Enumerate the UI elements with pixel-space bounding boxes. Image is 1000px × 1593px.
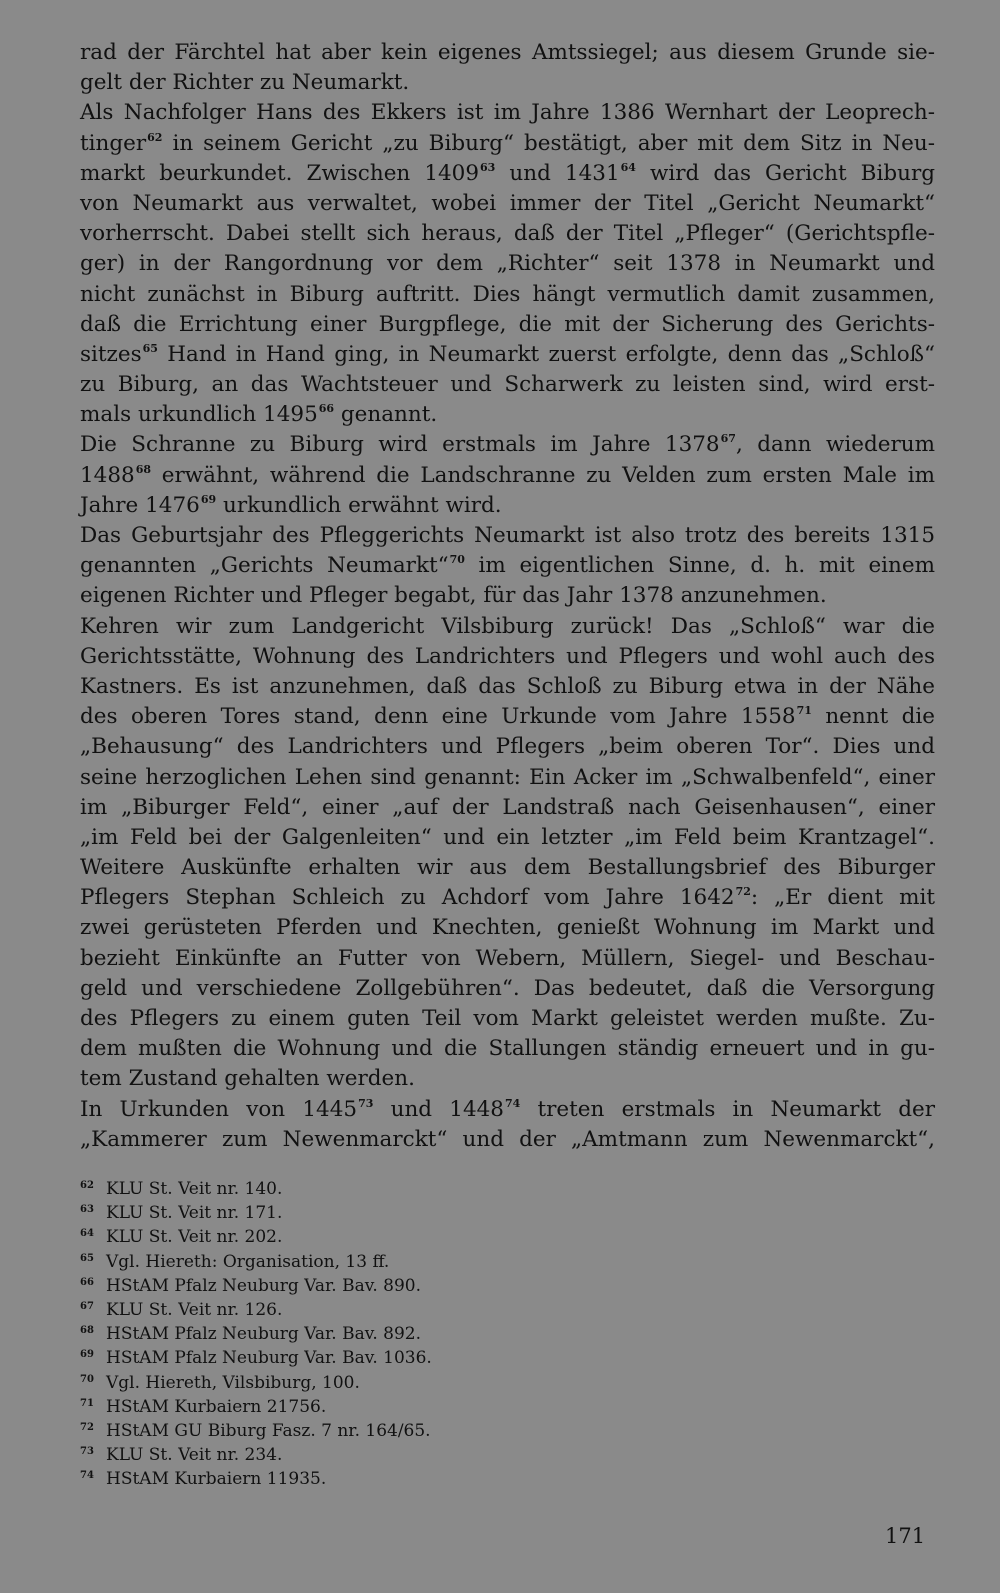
footnote-text: KLU St. Veit nr. 202. (106, 1227, 283, 1248)
text-line (80, 461, 935, 491)
text-line (80, 763, 935, 793)
footnote: 62 KLU St. Veit nr. 140. (80, 1179, 283, 1199)
footnote-text: KLU St. Veit nr. 171. (106, 1203, 283, 1224)
page-number: 171 (885, 1524, 926, 1548)
text-line (80, 974, 935, 1004)
text-segment: „Kammerer zum Newenmarckt“ und der „Amtmann zum Newenmarckt“, (80, 1126, 935, 1152)
text-segment: eigenen Richter und Pfleger begabt, für das Jahr 1378 anzunehmen. (80, 583, 827, 609)
text-segment: Als Nachfolger Hans des Ekkers ist im Jahre 1386 Wernhart der Leoprech- (80, 100, 935, 126)
text-line (80, 491, 935, 521)
text-line (80, 1095, 935, 1125)
footnote-text: HStAM Pfalz Neuburg Var. Bav. 892. (106, 1324, 421, 1345)
footnote-ref: 65 (142, 341, 158, 355)
text-segment: und 1448 (373, 1096, 504, 1122)
text-segment: Jahre 1476 (80, 492, 200, 518)
footnote: 72 HStAM GU Biburg Fasz. 7 nr. 164/65. (80, 1421, 431, 1442)
text-line (80, 68, 935, 98)
text-segment: markt beurkundet. Zwischen 1409 (80, 160, 480, 186)
text-line (80, 793, 935, 823)
text-line (80, 310, 935, 340)
text-line (80, 581, 935, 611)
text-segment: genannten „Gerichts Neumarkt“ (80, 553, 449, 579)
text-segment: vorherrscht. Dabei stellt sich heraus, daß der Titel „Pfleger“ (Gerichtspfle- (80, 221, 935, 247)
text-segment: nennt die (811, 704, 936, 730)
text-line (80, 612, 935, 642)
text-line (80, 944, 935, 974)
footnote-text: HStAM GU Biburg Fasz. 7 nr. 164/65. (106, 1421, 431, 1442)
footnote-ref: 69 (200, 492, 217, 506)
page-content (80, 38, 935, 1155)
text-segment: seine herzoglichen Lehen sind genannt: Ein Acker im „Schwalbenfeld“, einer (80, 764, 935, 790)
text-line (80, 883, 935, 913)
text-line (80, 249, 935, 279)
text-segment: , dann wiederum (735, 432, 935, 458)
footnote-text: KLU St. Veit nr. 126. (106, 1300, 283, 1321)
text-segment: in seinem Gericht „zu Biburg“ bestätigt, aber mit dem Sitz in Neu- (162, 130, 935, 156)
footnote-text: HStAM Kurbaiern 21756. (106, 1396, 327, 1417)
text-line (80, 1064, 935, 1094)
text-segment: tinger (80, 130, 147, 156)
text-line (80, 129, 935, 159)
text-segment: geld und verschiedene Zollgebühren“. Das bedeutet, daß die Versorgung (80, 975, 935, 1001)
footnote: 74 HStAM Kurbaiern 11935. (80, 1469, 327, 1490)
footnotes (80, 1177, 680, 1492)
text-segment: treten erstmals in Neumarkt der (520, 1096, 935, 1122)
text-segment: daß die Errichtung einer Burgpflege, die mit der Sicherung des Gerichts- (80, 311, 935, 337)
footnote-ref: 70 (449, 553, 465, 567)
footnote-ref: 74 (504, 1096, 521, 1110)
text-line (80, 98, 935, 128)
text-segment: bezieht Einkünfte an Futter von Webern, Müllern, Siegel- und Beschau- (80, 945, 935, 971)
text-segment: Kastners. Es ist anzunehmen, daß das Schloß zu Biburg etwa in der Nähe (80, 673, 935, 699)
footnote: 67 KLU St. Veit nr. 126. (80, 1300, 283, 1321)
text-segment: 1488 (80, 462, 135, 488)
footnote-ref: 63 (480, 160, 496, 174)
footnote-ref: 71 (796, 704, 812, 718)
footnote: 68 HStAM Pfalz Neuburg Var. Bav. 892. (80, 1324, 421, 1345)
body-text (80, 38, 935, 1155)
text-segment: Pflegers Stephan Schleich zu Achdorf vom Jahre 1642 (80, 885, 735, 911)
text-segment: Die Schranne zu Biburg wird erstmals im Jahre 1378 (80, 432, 720, 458)
text-segment: mals urkundlich 1495 (80, 402, 318, 428)
text-segment: erwähnt, während die Landschranne zu Velden zum ersten Male im (151, 462, 935, 488)
text-line (80, 280, 935, 310)
text-line (80, 430, 935, 460)
text-segment: tem Zustand gehalten werden. (80, 1066, 415, 1092)
text-line (80, 913, 935, 943)
text-line (80, 551, 935, 581)
text-segment: Weitere Auskünfte erhalten wir aus dem Bestallungsbrief des Biburger (80, 855, 935, 881)
text-line (80, 642, 935, 672)
text-line (80, 38, 935, 68)
text-line (80, 853, 935, 883)
footnote: 69 HStAM Pfalz Neuburg Var. Bav. 1036. (80, 1348, 432, 1369)
text-segment: In Urkunden von 1445 (80, 1096, 358, 1122)
footnote-text: Vgl. Hiereth, Vilsbiburg, 100. (106, 1372, 360, 1393)
text-segment: wird das Gericht Biburg (635, 160, 935, 186)
text-line (80, 702, 935, 732)
text-segment: „im Feld bei der Galgenleiten“ und ein letzter „im Feld beim Krantzagel“. (80, 824, 935, 850)
text-line (80, 400, 935, 430)
text-segment: Hand in Hand ging, in Neumarkt zuerst erfolgte, denn das „Schloß“ (157, 341, 935, 367)
footnote: 73 KLU St. Veit nr. 234. (80, 1445, 283, 1466)
text-segment: dem mußten die Wohnung und die Stallungen ständig erneuert und in gu- (80, 1036, 935, 1062)
text-segment: im „Biburger Feld“, einer „auf der Landstraß nach Geisenhausen“, einer (80, 794, 935, 820)
text-segment: gelt der Richter zu Neumarkt. (80, 70, 410, 96)
text-line (80, 672, 935, 702)
footnote-text: KLU St. Veit nr. 140. (106, 1179, 283, 1199)
footnote: 66 HStAM Pfalz Neuburg Var. Bav. 890. (80, 1275, 421, 1296)
footnote-text: HStAM Pfalz Neuburg Var. Bav. 1036. (106, 1348, 432, 1369)
footnote-ref: 68 (135, 462, 152, 476)
text-line (80, 340, 935, 370)
text-line (80, 823, 935, 853)
text-segment: im eigentlichen Sinne, d. h. mit einem (464, 553, 935, 579)
footnote: 71 HStAM Kurbaiern 21756. (80, 1396, 327, 1417)
text-segment: urkundlich erwähnt wird. (216, 492, 502, 518)
footnote: 64 KLU St. Veit nr. 202. (80, 1227, 283, 1248)
footnote: 65 Vgl. Hiereth: Organisation, 13 ff. (80, 1251, 390, 1272)
text-segment: des Pflegers zu einem guten Teil vom Markt geleistet werden mußte. Zu- (80, 1006, 935, 1031)
footnote-text: KLU St. Veit nr. 234. (106, 1445, 283, 1466)
text-line (80, 521, 935, 551)
footnote-ref: 66 (318, 402, 335, 416)
text-segment: zu Biburg, an das Wachtsteuer und Scharwerk zu leisten sind, wird erst- (80, 372, 935, 398)
text-segment: von Neumarkt aus verwaltet, wobei immer der Titel „Gericht Neumarkt“ (80, 190, 935, 216)
text-segment: zwei gerüsteten Pferden und Knechten, genießt Wohnung im Markt und (80, 915, 935, 941)
text-segment: Gerichtsstätte, Wohnung des Landrichters und Pflegers und wohl auch des (80, 643, 935, 669)
footnote: 63 KLU St. Veit nr. 171. (80, 1203, 283, 1224)
text-line (80, 1125, 935, 1155)
text-line (80, 1034, 935, 1064)
footnote-ref: 64 (620, 160, 636, 174)
text-segment: : „Er dient mit (750, 885, 935, 911)
text-segment: sitzes (80, 341, 142, 367)
text-segment: ger) in der Rangordnung vor dem „Richter“ seit 1378 in Neumarkt und (80, 251, 935, 277)
footnote-ref: 72 (735, 885, 751, 899)
footnote-text: HStAM Kurbaiern 11935. (106, 1469, 327, 1490)
footnote-ref: 62 (147, 130, 163, 144)
text-segment: „Behausung“ des Landrichters und Pflegers „beim oberen Tor“. Dies und (80, 734, 935, 760)
text-line (80, 370, 935, 400)
text-segment: genannt. (334, 402, 438, 428)
text-line (80, 732, 935, 762)
text-segment: nicht zunächst in Biburg auftritt. Dies hängt vermutlich damit zusammen, (80, 281, 935, 307)
footnote-ref: 67 (720, 432, 736, 446)
footnote: 70 Vgl. Hiereth, Vilsbiburg, 100. (80, 1372, 360, 1393)
footnote-ref: 73 (358, 1096, 374, 1110)
text-segment: Das Geburtsjahr des Pfleggerichts Neumarkt ist also trotz des bereits 1315 (80, 523, 935, 548)
text-line (80, 159, 935, 189)
footnote-text: HStAM Pfalz Neuburg Var. Bav. 890. (106, 1275, 421, 1296)
text-line (80, 1004, 935, 1034)
footnote-text: Vgl. Hiereth: Organisation, 13 ff. (106, 1251, 390, 1272)
text-line (80, 189, 935, 219)
text-segment: Kehren wir zum Landgericht Vilsbiburg zurück! Das „Schloß“ war die (80, 613, 935, 639)
text-segment: rad der Färchtel hat aber kein eigenes Amtssiegel; aus diesem Grunde sie- (80, 40, 935, 65)
text-line (80, 219, 935, 249)
text-segment: des oberen Tores stand, denn eine Urkunde vom Jahre 1558 (80, 704, 796, 730)
text-segment: und 1431 (495, 160, 620, 186)
